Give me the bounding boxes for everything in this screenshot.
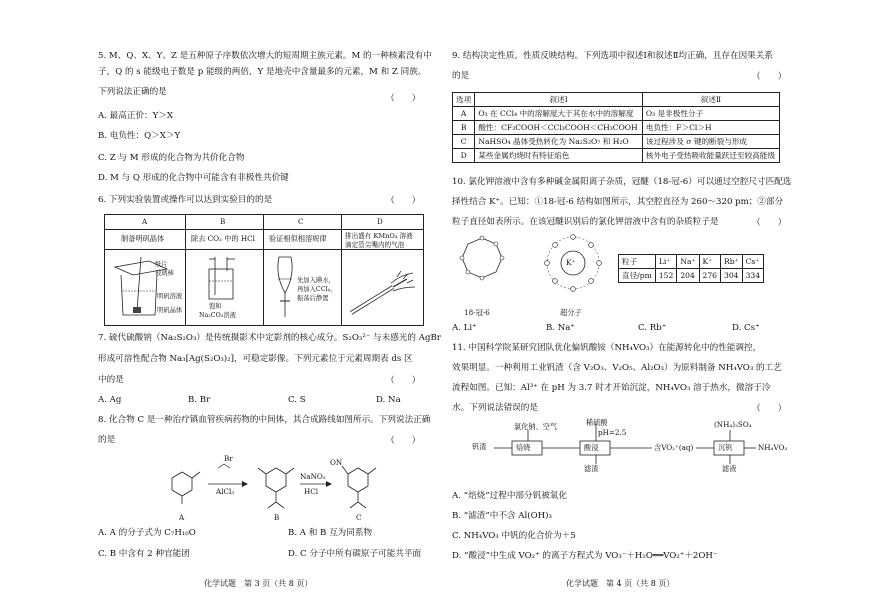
- q7-stem-line1: 7. 硫代硫酸钠（Na₂S₂O₃）是传统摄影术中定影剂的核心成分。S₂O₃²⁻ 与未感光的 AgBr: [98, 333, 441, 343]
- label-glass-rod: 玻璃棒: [155, 270, 174, 277]
- q10-option-d[interactable]: D. Cs⁺: [732, 323, 760, 333]
- flow-ph: pH=2.5: [598, 428, 627, 437]
- q9-row-b-s1: 酸性：CF₃COOH＜CCl₃COOH＜CH₃COOH: [475, 121, 643, 135]
- q8-reagent2-top: NaNO₂: [300, 472, 326, 481]
- q9-stem-line1: 9. 结构决定性质，性质反映结构。下列选项中叙述Ⅰ和叙述Ⅱ均正确，且存在因果关系: [452, 51, 773, 61]
- q9-answer-paren[interactable]: （ ）: [752, 72, 787, 82]
- q8-option-d[interactable]: D. C 分子中所有碳原子可能共平面: [288, 549, 422, 559]
- q7-option-c[interactable]: C. S: [288, 395, 306, 405]
- q11-option-a[interactable]: A. “焙烧”过程中部分钒被氧化: [452, 491, 567, 501]
- q9-row-d-s2: 核外电子受热吸收能量跃迁至较高能级: [642, 149, 779, 163]
- pt-value-rb: 304: [721, 269, 743, 283]
- q7-option-d[interactable]: D. Na: [376, 395, 401, 405]
- gas-washing-bottle: [201, 255, 251, 305]
- q5-option-d[interactable]: D. M 与 Q 形成的化合物中可能含有非极性共价键: [98, 173, 289, 183]
- q5-option-a[interactable]: A. 最高正价：Y＞X: [98, 111, 174, 121]
- q8-reagent1-top: Br: [224, 454, 233, 463]
- flow-reagent2: 稀硫酸: [586, 418, 608, 427]
- flow-step-roast: 焙烧: [516, 443, 531, 452]
- pt-header-na: Na⁺: [677, 255, 699, 269]
- q10-answer-paren[interactable]: （ ）: [752, 218, 787, 228]
- flow-step-acid-leach: 酸浸: [584, 443, 599, 452]
- q9-row-c-s2: 该过程涉及 σ 键的断裂与形成: [642, 135, 779, 149]
- q8-answer-paren[interactable]: （ ）: [386, 436, 421, 446]
- k-ion-label: K⁺: [566, 258, 576, 267]
- q5-option-c[interactable]: C. Z 与 M 形成的化合物为共价化合物: [98, 153, 245, 163]
- q7-option-a[interactable]: A. Ag: [98, 395, 122, 405]
- flow-step-precipitate: 沉钒: [718, 443, 733, 452]
- q6-header-b: B: [220, 217, 226, 226]
- pt-value-li: 152: [655, 269, 677, 283]
- q9-row-a-s2: O₃ 是非极性分子: [642, 107, 779, 121]
- pt-value-cs: 334: [742, 269, 764, 283]
- q10-option-b[interactable]: B. Na⁺: [546, 323, 575, 333]
- flow-waste: 滤渣: [584, 464, 599, 473]
- q9-row-b-key: B: [453, 121, 475, 135]
- q7-answer-paren[interactable]: （ ）: [386, 376, 421, 386]
- q9-row-c-key: C: [453, 135, 475, 149]
- q5-option-b[interactable]: B. 电负性：Q＞X＞Y: [98, 131, 181, 141]
- q11-stem-line1: 11. 中国科学院某研究团队优化偏钒酸铵（NH₄VO₃）在能源转化中的性能调控，: [452, 343, 762, 353]
- q9-header-option: 选项: [453, 93, 475, 107]
- q11-answer-paren[interactable]: （ ）: [752, 404, 787, 414]
- footer-page-3: 化学试题 第 3 页（共 8 页）: [204, 579, 313, 588]
- q6-stem: 6. 下列实验装置或操作可以达到实验目的的是: [98, 195, 273, 205]
- q9-header-statement1: 叙述Ⅰ: [475, 93, 643, 107]
- q9-row-b-s2: 电负性：F＞Cl＞H: [642, 121, 779, 135]
- q9-stem-line2: 的是: [452, 71, 470, 81]
- q9-row-a-key: A: [453, 107, 475, 121]
- pt-header-k: K⁺: [699, 255, 721, 269]
- q8-option-b[interactable]: B. A 和 B 互为同系物: [288, 528, 373, 538]
- flow-feed: 钒渣: [472, 442, 487, 451]
- q8-on-group: ON: [330, 458, 343, 467]
- q6-purpose-b: 除去 CO₂ 中的 HCl: [191, 234, 255, 243]
- q5-stem-line1: 5. M、Q、X、Y、Z 是五种原子序数依次增大的短周期主族元素。M 的一种核素没有中: [98, 51, 432, 61]
- q9-table: [452, 92, 780, 163]
- q8-synthesis-scheme: [158, 450, 388, 526]
- q6-header-c: C: [298, 217, 304, 226]
- q10-stem-line1: 10. 氯化钾溶液中含有多种碱金属阳离子杂质，冠醚（18-冠-6）可以通过空腔尺寸匹配选: [452, 177, 792, 187]
- q6-purpose-d2: 滴定管尖嘴内的气泡: [345, 241, 405, 249]
- q6-table: [104, 214, 424, 326]
- q11-option-b[interactable]: B. “滤渣”中不含 Al(OH)₃: [452, 511, 552, 521]
- pt-value-na: 204: [677, 269, 699, 283]
- flow-product: NH₄VO₃: [758, 443, 788, 452]
- q8-option-a[interactable]: A. A 的分子式为 C₇H₁₀O: [98, 528, 196, 538]
- q8-option-c[interactable]: C. B 中含有 2 种官能团: [98, 549, 190, 559]
- label-saturated: 饱和: [209, 303, 222, 310]
- flow-intermediate: 含VO₂⁺(aq): [654, 443, 694, 452]
- label-c-step2: 再加入CCl₄，: [297, 286, 337, 293]
- q5-answer-paren[interactable]: （ ）: [386, 94, 421, 104]
- q10-stem-line2: 择性结合 K⁺。已知：①18-冠-6 结构如图所示，其空腔直径为 260～320 pm；②部分: [452, 197, 784, 207]
- q11-stem-line3: 流程如图。已知：Al³⁺ 在 pH 为 3.7 时才开始沉淀，NH₄VO₃ 溶于热水，微溶于冷: [452, 383, 771, 393]
- footer-page-4: 化学试题 第 4 页（共 8 页）: [566, 579, 675, 588]
- q8-stem-line1: 8. 化合物 C 是一种治疗镇血管疾病药物的中间体，其合成路线如图所示。下列说法正确: [98, 415, 431, 425]
- q9-row-c-s1: NaHSO₄ 晶体受热转化为 Na₂S₂O₇ 和 H₂O: [475, 135, 643, 149]
- label-supramolecule: 超分子: [560, 308, 582, 317]
- label-18-crown-6: 18-冠-6: [464, 308, 490, 317]
- q11-option-c[interactable]: C. NH₄VO₃ 中钒的化合价为＋5: [452, 531, 576, 541]
- q6-answer-paren[interactable]: （ ）: [386, 196, 421, 206]
- pt-header-cs: Cs⁺: [742, 255, 764, 269]
- burette-bubble-removal: [347, 257, 421, 321]
- flow-filtrate: 滤液: [722, 464, 737, 473]
- crown-ether-diagram: [456, 234, 508, 296]
- q6-purpose-c: 验证相似相溶规律: [269, 234, 327, 243]
- label-alum-crystal: 明矾晶体: [157, 307, 183, 314]
- q11-stem-line4: 水。下列说法错误的是: [452, 403, 538, 413]
- q8-reagent1-bottom: AlCl₃: [216, 487, 235, 496]
- q9-row-d-key: D: [453, 149, 475, 163]
- q10-option-c[interactable]: C. Rb⁺: [638, 323, 667, 333]
- q6-header-d: D: [377, 217, 383, 226]
- pt-header-li: Li⁺: [655, 255, 677, 269]
- pt-value-k: 276: [699, 269, 721, 283]
- q5-stem-line3: 下列说法正确的是: [98, 87, 167, 97]
- q9-row-d-s1: 某些金属灼烧时有特征焰色: [475, 149, 643, 163]
- q8-label-c: C: [356, 513, 362, 522]
- q10-stem-line3: 粒子直径如表所示。在该冠醚识别后的氯化钾溶液中含有的杂质粒子是: [452, 217, 719, 227]
- q8-reagent2-bottom: HCl: [304, 487, 319, 496]
- flow-reagent1: 氯化钠、空气: [514, 422, 558, 431]
- q6-header-a: A: [142, 217, 148, 226]
- q7-option-b[interactable]: B. Br: [188, 395, 211, 405]
- q5-stem-line2: 子，Q 的 s 能级电子数是 p 能级的两倍，Y 是地壳中含量最多的元素，M 和 Z 同族。: [98, 67, 427, 77]
- q7-stem-line2: 形成可溶性配合物 Na₃[Ag(S₂O₃)₂]，可稳定影像。下列元素位于元素周期表 ds 区: [98, 354, 413, 364]
- label-c-step3: 振荡后静置: [297, 295, 329, 302]
- q7-stem-line3: 中的是: [98, 375, 124, 385]
- q6-purpose-a: 制备明矾晶体: [121, 234, 165, 243]
- particle-diameter-table: [618, 254, 764, 283]
- q8-label-b: B: [274, 513, 280, 522]
- flow-reagent3: (NH₄)₂SO₄: [714, 420, 752, 429]
- q9-row-a-s1: O₃ 在 CCl₄ 中的溶解度大于其在水中的溶解度: [475, 107, 643, 121]
- pt-header-particle: 粒子: [619, 255, 656, 269]
- pt-row-diameter: 直径/pm: [619, 269, 656, 283]
- label-c-step1: 先加入碘水，: [297, 277, 335, 284]
- label-paper: 纸片: [155, 261, 168, 268]
- pt-header-rb: Rb⁺: [721, 255, 743, 269]
- q9-header-statement2: 叙述Ⅱ: [642, 93, 779, 107]
- label-na2co3: Na₂CO₃溶液: [199, 312, 236, 319]
- q8-stem-line2: 的是: [98, 435, 116, 445]
- q8-label-a: A: [179, 513, 185, 522]
- q11-stem-line2: 效果明显。一种利用工业钒渣（含 V₂O₃、V₂O₅、Al₂O₃）为原料制备 NH₄VO₃ 的工艺: [452, 363, 782, 373]
- q11-option-d[interactable]: D. “酸浸”中生成 VO₂⁺ 的离子方程式为 VO₃⁻＋H₂O══VO₂⁺＋2OH⁻: [452, 551, 718, 561]
- label-alum-solution: 明矾溶液: [157, 293, 183, 300]
- q10-option-a[interactable]: A. Li⁺: [452, 323, 477, 333]
- q6-purpose-d1: 排出盛有 KMnO₄ 溶液: [345, 232, 413, 240]
